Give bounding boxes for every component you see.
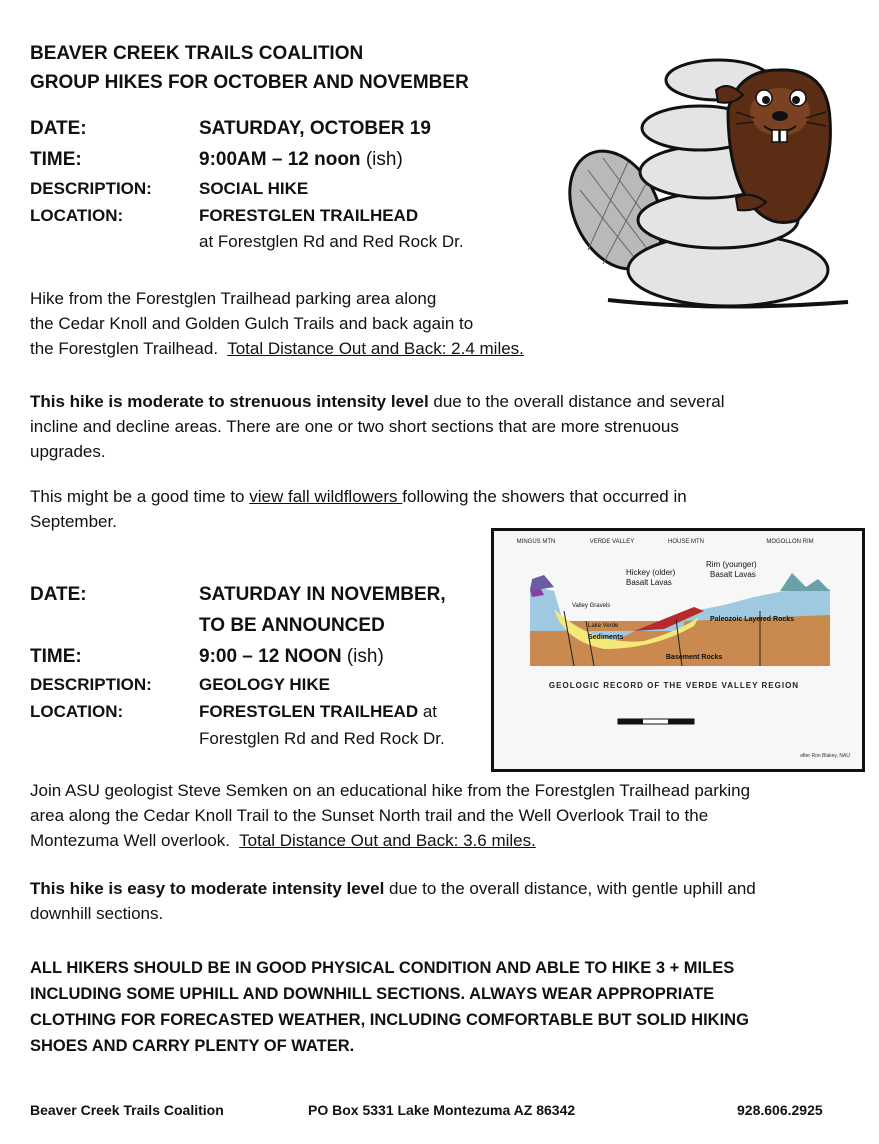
wildflowers-line2: September.	[30, 512, 117, 531]
hike1-intensity-bold: This hike is moderate to strenuous intensity level	[30, 392, 429, 411]
hike2-paragraph-line1: Join ASU geologist Steve Semken on an educational hike from the Forestglen Trailhead parking	[30, 781, 751, 800]
footer-phone: 928.606.2925	[737, 1102, 823, 1118]
notice-line2: INCLUDING SOME UPHILL AND DOWNHILL SECTIONS. ALWAYS WEAR APPROPRIATE	[30, 985, 715, 1003]
diagram-hickey: Hickey (older)	[626, 568, 676, 577]
diagram-rim: Rim (younger)	[706, 560, 757, 569]
diagram-credit: after Ron Blakey, NAU	[800, 753, 850, 759]
page-title: GROUP HIKES FOR OCTOBER AND NOVEMBER	[30, 72, 469, 93]
diagram-top-label-2: VERDE VALLEY	[589, 539, 635, 545]
hike1-location-sub: at Forestglen Rd and Red Rock Dr.	[199, 232, 464, 251]
hike2-paragraph-line3: Montezuma Well overlook.	[30, 831, 240, 850]
hike1-location: FORESTGLEN TRAILHEAD	[199, 206, 419, 225]
hike1-intensity-rest: due to the overall distance and several	[428, 392, 725, 411]
hike2-location-tail: at	[418, 702, 438, 721]
hike1-location-label: LOCATION:	[30, 206, 124, 225]
hike2-date-label: DATE:	[30, 584, 87, 605]
hike2-intensity-line2: downhill sections.	[30, 904, 164, 923]
hike2-time-suffix: (ish)	[341, 646, 384, 667]
footer-address: PO Box 5331 Lake Montezuma AZ 86342	[308, 1102, 576, 1118]
diagram-lake-verde: Lake Verde	[588, 623, 619, 629]
hike2-description: GEOLOGY HIKE	[199, 675, 330, 694]
hike2-location	[199, 702, 437, 722]
hike2-time-label: TIME:	[30, 646, 82, 667]
hike1-paragraph-line3-text: the Forestglen Trailhead.	[30, 339, 228, 358]
diagram-rim-2: Basalt Lavas	[710, 570, 756, 579]
wildflowers-paragraph	[30, 484, 860, 534]
hike1-description-label: DESCRIPTION:	[30, 179, 152, 198]
diagram-top-label-1: MINGUS MTN	[516, 539, 556, 545]
hike2-description-label: DESCRIPTION:	[30, 675, 152, 694]
hike1-time-suffix: (ish)	[360, 149, 403, 170]
wildflowers-link[interactable]: view fall wildflowers	[249, 487, 403, 506]
hike1-paragraph	[30, 286, 524, 361]
hike2-date-line1: SATURDAY IN NOVEMBER,	[199, 584, 446, 605]
hike1-intensity-line2: incline and decline areas. There are one or two short sections that are more strenuous	[30, 417, 679, 436]
hike2-date-line2: TO BE ANNOUNCED	[199, 615, 385, 636]
hike1-date-label: DATE:	[30, 118, 87, 139]
diagram-top-label-4: MOGOLLON RIM	[766, 539, 814, 545]
hike2-location-main: FORESTGLEN TRAILHEAD	[199, 702, 419, 721]
hike2-paragraph-line2: area along the Cedar Knoll Trail to the Sunset North trail and the Well Overlook Trail to the	[30, 806, 709, 825]
hike1-time	[199, 149, 403, 171]
diagram-top-label-3: HOUSE MTN	[668, 539, 704, 545]
diagram-basement: Basement Rocks	[666, 654, 723, 661]
wildflowers-pre: This might be a good time to	[30, 487, 250, 506]
hike2-time-main: 9:00 – 12 NOON	[199, 646, 342, 667]
hike2-paragraph	[30, 778, 870, 853]
wildflowers-post: following the showers that occurred in	[402, 487, 687, 506]
hike2-location-label: LOCATION:	[30, 702, 124, 721]
hike1-description: SOCIAL HIKE	[199, 179, 309, 198]
diagram-scale-bar	[618, 719, 694, 724]
geology-diagram	[491, 528, 865, 772]
hike1-time-label: TIME:	[30, 149, 82, 170]
notice-line1: ALL HIKERS SHOULD BE IN GOOD PHYSICAL CONDITION AND ABLE TO HIKE 3 + MILES	[30, 959, 735, 977]
hiker-notice	[30, 955, 860, 1059]
hike2-intensity	[30, 876, 870, 926]
hike1-intensity-line3: upgrades.	[30, 442, 106, 461]
hike2-distance: Total Distance Out and Back: 3.6 miles.	[239, 831, 536, 850]
diagram-sediments: Sediments	[588, 634, 624, 641]
hike2-intensity-rest: due to the overall distance, with gentle uphill and	[384, 879, 756, 898]
hike2-location-sub: Forestglen Rd and Red Rock Dr.	[199, 729, 445, 748]
hike1-intensity	[30, 389, 860, 464]
hike1-date: SATURDAY, OCTOBER 19	[199, 118, 431, 139]
diagram-hickey-2: Basalt Lavas	[626, 578, 672, 587]
notice-line3: CLOTHING FOR FORECASTED WEATHER, INCLUDING COMFORTABLE BUT SOLID HIKING	[30, 1011, 749, 1029]
hike1-paragraph-line2: the Cedar Knoll and Golden Gulch Trails and back again to	[30, 314, 474, 333]
hike2-time	[199, 646, 384, 668]
hike1-paragraph-line3	[30, 336, 524, 361]
diagram-caption: GEOLOGIC RECORD OF THE VERDE VALLEY REGION	[548, 681, 800, 690]
beaver-nose	[772, 111, 788, 121]
hike1-paragraph-line1: Hike from the Forestglen Trailhead parking area along	[30, 289, 437, 308]
notice-line4: SHOES AND CARRY PLENTY OF WATER.	[30, 1037, 355, 1055]
diagram-valley-gravels: Valley Gravels	[572, 603, 611, 609]
diagram-paleozoic: Paleozoic Layered Rocks	[710, 616, 795, 623]
beaver-rocks-illustration	[568, 50, 858, 312]
hike2-intensity-bold: This hike is easy to moderate intensity level	[30, 879, 385, 898]
hike1-time-main: 9:00AM – 12 noon	[199, 149, 361, 170]
org-title: BEAVER CREEK TRAILS COALITION	[30, 43, 364, 64]
footer-org: Beaver Creek Trails Coalition	[30, 1102, 224, 1118]
hike1-distance: Total Distance Out and Back: 2.4 miles.	[227, 339, 524, 358]
